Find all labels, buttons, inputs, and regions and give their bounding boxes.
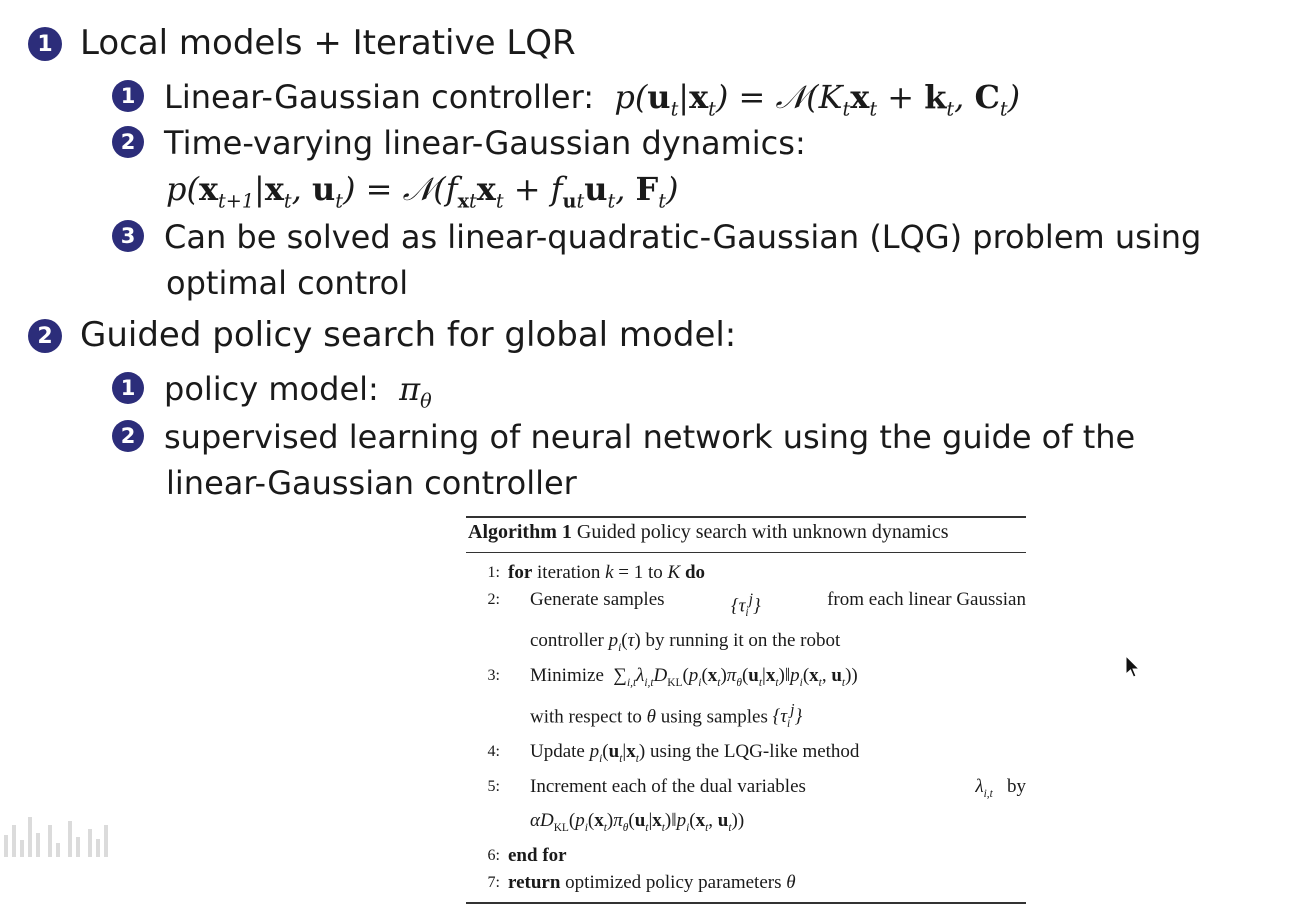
outline-subitem-2-2 (112, 414, 1135, 460)
bullet-number: 3 (112, 220, 144, 252)
algorithm-line-2-cont: controller $p_i(\tau)$ by running it on the robot (530, 630, 841, 654)
algorithm-header (466, 518, 1026, 548)
controller-formula: $p(u_t|x_t)$ = $𝒩(K_tx_t + k_t$, $C_t$) (604, 78, 1021, 121)
subitem-text: Time-varying linear-Gaussian dynamics: (164, 124, 806, 162)
bullet-number: 1 (112, 80, 144, 112)
algorithm-line-1: 1: for iteration k = 1 to K do (487, 562, 706, 583)
policy-formula: $\pi_\theta$ (388, 370, 432, 413)
dynamics-formula: $p(x_{t+1}|x_t$, $u_t$) = $𝒩(f_{xt}x_t + f_{ut}u_t$, $F_t$) (166, 170, 679, 213)
subitem-text: Can be solved as linear-quadratic-Gaussian (LQG) problem using (164, 218, 1202, 256)
algorithm-line-4: 4: Update $p_i(u_t|x_t)$ using the LQG-like method (487, 740, 860, 765)
subitem-text: policy model: (164, 370, 379, 408)
algorithm-line-5: 5: Increment each of the dual variables $\lambda_{i,t}$ by (487, 775, 1026, 800)
outline-subitem-1-2 (112, 120, 806, 166)
subitem-text: supervised learning of neural network using the guide of the (164, 418, 1136, 456)
algorithm-line-7: 7: return optimized policy parameters θ (487, 872, 796, 894)
algorithm-title: Guided policy search with unknown dynamics (576, 521, 949, 543)
bullet-number: 1 (28, 27, 62, 61)
outline-item-text: Guided policy search for global model: (80, 315, 737, 355)
outline-item-text: Local models + Iterative LQR (80, 23, 576, 63)
mouse-cursor-icon (1125, 655, 1141, 681)
algorithm-label: Algorithm 1 (468, 521, 572, 543)
subitem-text: Linear-Gaussian controller: (164, 78, 594, 116)
bullet-number: 2 (28, 319, 62, 353)
subitem-text-continued: optimal control (166, 264, 409, 302)
bullet-number: 2 (112, 420, 144, 452)
algorithm-line-2: 2: Generate samples $\{\tau_i^j\}$ from each linear Gaussian (487, 589, 1026, 620)
outline-item-2 (28, 312, 736, 358)
algorithm-box (466, 516, 1026, 904)
bullet-number: 2 (112, 126, 144, 158)
subitem-text-continued: linear-Gaussian controller (166, 464, 577, 502)
bullet-number: 1 (112, 372, 144, 404)
algorithm-line-3: 3: Minimize $\sum_{i,t}\lambda_{i,t}D_{KL}(p_i(x_t)\pi_\theta(u_t|x_t)‖p_i(x_t$, $u_t$)) (487, 664, 858, 689)
algorithm-line-3-cont: with respect to θ using samples $\{\tau_i^j\}$ (530, 701, 803, 730)
algorithm-line-5-cont: $\alpha D_{KL}(p_i(x_t)\pi_\theta(u_t|x_t)‖p_i(x_t$, $u_t$)) (530, 810, 745, 835)
watermark-logo-icon (0, 795, 120, 860)
outline-item-1 (28, 20, 576, 66)
algorithm-line-6: 6: end for (487, 845, 567, 867)
outline-subitem-1-3 (112, 214, 1201, 260)
